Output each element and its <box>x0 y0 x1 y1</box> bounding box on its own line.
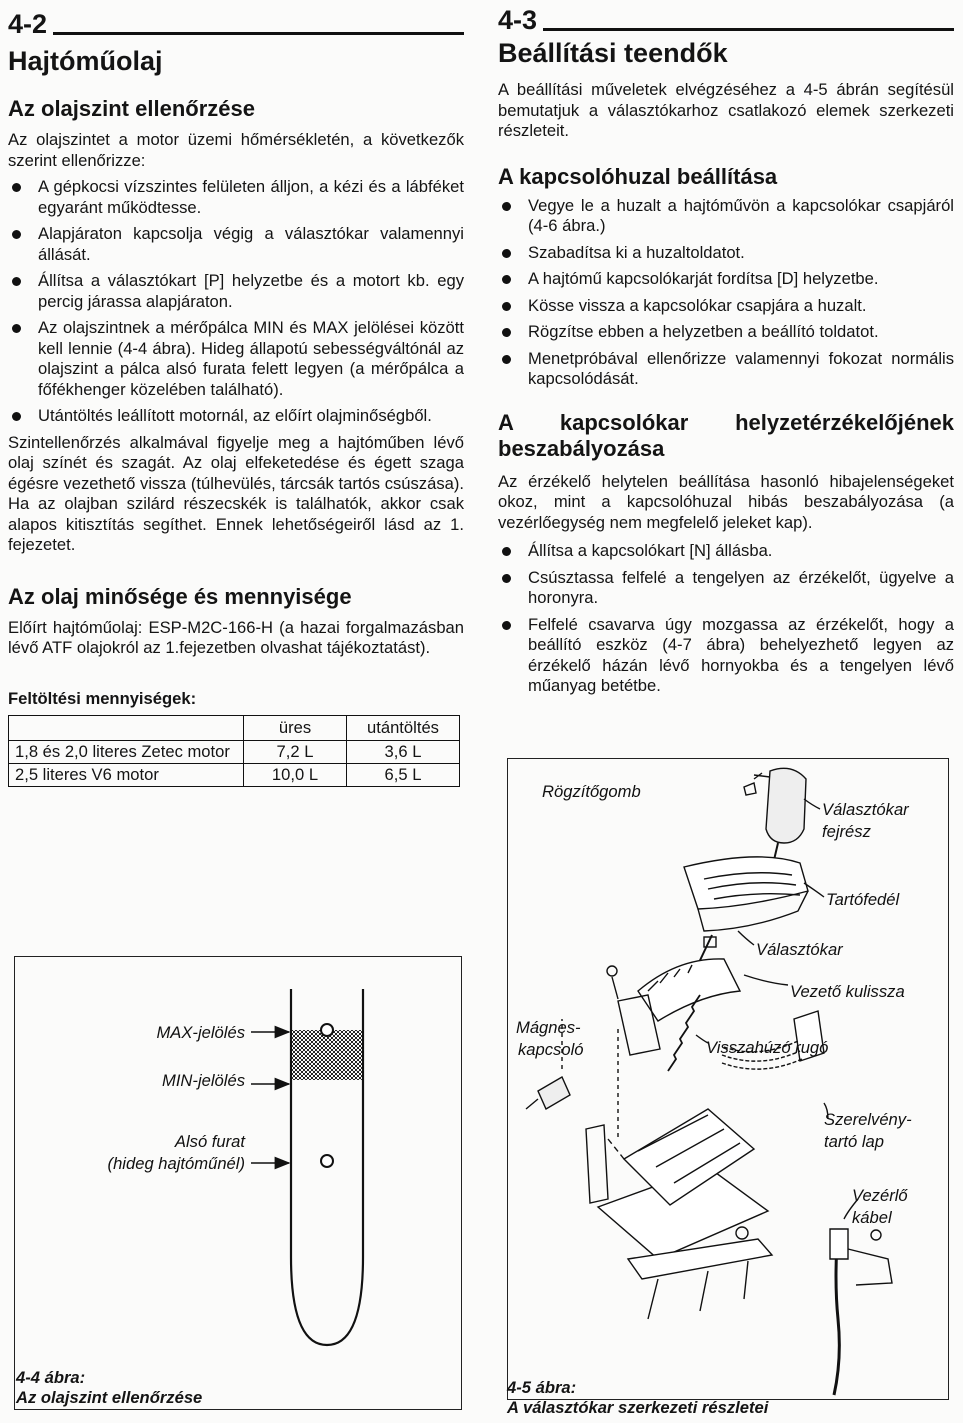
section-number-4-3: 4-3 <box>498 0 954 36</box>
table-header-row <box>9 715 460 740</box>
oil-check-list <box>8 177 464 427</box>
sensor-paragraph: Az érzékelő helytelen beállítása hasonló hibajelenségeket okoz, mint a kapcsolóhuzal hibás beszabályozása (a vezérlőegység nem megfelelő jeleket kap). <box>498 471 954 532</box>
bullet-icon <box>12 324 21 333</box>
heading-sensor: A kapcsolókar helyzetérzékelőjének beszabályozása <box>498 409 954 461</box>
list-item: Kösse vissza a kapcsolókar csapjára a huzalt. <box>498 296 954 317</box>
table-cell: 7,2 L <box>244 740 347 763</box>
lock-button <box>744 775 770 795</box>
label-magnes-2: kapcsoló <box>518 1040 584 1059</box>
oil-quality-paragraph: Előírt hajtóműolaj: ESP-M2C-166-H (a hazai forgalmazásban lévő ATF olajokról az 1.fejezetben olvashat tájékoztatást). <box>8 617 464 657</box>
section-title-hajtomuolaj: Hajtóműolaj <box>8 46 163 76</box>
list-item: Vegye le a huzalt a hajtóművön a kapcsolókar csapjáról (4-6 ábra.) <box>498 196 954 237</box>
heading-oil-quality: Az olaj minősége és mennyisége <box>8 583 352 609</box>
list-item: Állítsa a kapcsolókart [N] állásba. <box>498 541 954 562</box>
table-cell: 3,6 L <box>347 740 460 763</box>
label-tartofedel: Tartófedél <box>826 890 900 909</box>
bullet-icon <box>502 547 511 556</box>
bullet-icon <box>12 412 21 421</box>
bullet-icon <box>502 621 511 630</box>
caption-text: A választókar szerkezeti részletei <box>507 1398 769 1417</box>
sensor-list <box>498 541 954 697</box>
selector-assembly-illustration <box>508 759 948 1399</box>
table-header-cell: üres <box>244 715 347 740</box>
list-item: Állítsa a választókart [P] helyzetbe és a motort kb. egy percig járassa alapjáraton. <box>8 271 464 312</box>
right-intro: A beállítási műveletek elvégzéséhez a 4-5 ábrán segítésül bemutatjuk a választókarhoz csatlakozó elemek szerkezeti részleteit. <box>498 80 954 140</box>
list-item: Az olajszintnek a mérőpálca MIN és MAX jelölései között kell lennie (4-4 ábra). Hideg állapotú sebességváltónál az olajszint a pálca alsó furata felett legyen (a mérőpálca a főfékhenger közelében található). <box>8 318 464 400</box>
list-item: Szabadítsa ki a huzaltoldatot. <box>498 243 954 264</box>
label-rogzitogomb: Rögzítőgomb <box>542 782 641 801</box>
table-cell: 10,0 L <box>244 763 347 786</box>
figure-4-4-dipstick <box>14 956 462 1410</box>
list-item: Felfelé csavarva úgy mozgassa az érzékelőt, hogy a beállító eszköz (4-7 ábra) behelyezhető legyen az érzékelő házán lévő hornyokba és a tengelyen lévő műanyag betétbe. <box>498 615 954 697</box>
bullet-icon <box>502 355 511 364</box>
list-item: Alapjáraton kapcsolja végig a választókar valamennyi állását. <box>8 224 464 265</box>
bullet-icon <box>502 328 511 337</box>
label-hole-2: (hideg hajtóműnél) <box>107 1154 245 1173</box>
table-title: Feltöltési mennyiségek: <box>8 688 197 708</box>
right-column <box>498 0 954 703</box>
label-hole-1: Alsó furat <box>174 1132 245 1151</box>
caption-text: Az olajszint ellenőrzése <box>16 1388 203 1407</box>
oil-check-paragraph: Szintellenőrzés alkalmával figyelje meg a hajtóműben lévő olaj színét és szagát. Az olaj elfeketedése és égett szaga égésre vezethető vissza (túlhevülés, tárcsák tartós csúszása). Ha az olajban szilárd részecskék is találhatók, akkor csak alapos kitisztítás segíthet. Ennek lehetőségeiről lásd az 1. fejezetet. <box>8 432 464 554</box>
list-item: A hajtómű kapcsolókarját fordítsa [D] helyzetbe. <box>498 269 954 290</box>
oil-range-area <box>292 1030 362 1080</box>
bullet-icon <box>12 277 21 286</box>
figure-4-4-caption <box>16 1368 202 1408</box>
label-fejresz-2: fejrész <box>822 822 871 841</box>
bullet-icon <box>502 275 511 284</box>
table-cell: 2,5 literes V6 motor <box>9 763 244 786</box>
label-kabel-1: Vezérlő <box>852 1186 908 1205</box>
bullet-icon <box>502 249 511 258</box>
max-hole <box>321 1024 333 1036</box>
caption-number: 4-4 ábra: <box>16 1368 86 1387</box>
lower-hole <box>321 1155 333 1167</box>
table-cell: 6,5 L <box>347 763 460 786</box>
bullet-icon <box>502 302 511 311</box>
label-valasztokar: Választókar <box>756 940 843 959</box>
list-item: A gépkocsi vízszintes felületen álljon, a kézi és a lábféket egyaránt működtesse. <box>8 177 464 218</box>
label-lap-2: tartó lap <box>824 1132 884 1151</box>
label-kabel-2: kábel <box>852 1208 892 1227</box>
label-max: MAX-jelölés <box>156 1023 245 1042</box>
list-item: Csúsztassa felfelé a tengelyen az érzékelőt, ügyelve a horonyra. <box>498 568 954 609</box>
list-item: Utántöltés leállított motornál, az előírt olajminőségből. <box>8 406 464 427</box>
left-column <box>8 0 464 787</box>
bullet-icon <box>12 230 21 239</box>
dipstick-illustration <box>15 957 461 1409</box>
list-item: Rögzítse ebben a helyzetben a beállító toldatot. <box>498 322 954 343</box>
label-fejresz-1: Választókar <box>822 800 909 819</box>
table-cell: 1,8 és 2,0 literes Zetec motor <box>9 740 244 763</box>
label-magnes-1: Mágnes- <box>516 1018 581 1037</box>
figure-4-5-caption <box>507 1378 768 1418</box>
bullet-icon <box>502 574 511 583</box>
bullet-icon <box>502 202 511 211</box>
table-row <box>9 740 460 763</box>
fill-quantity-table <box>8 715 460 787</box>
bullet-icon <box>12 183 21 192</box>
section-number-4-2: 4-2 <box>8 4 464 40</box>
label-kulissza: Vezető kulissza <box>790 982 905 1001</box>
heading-oil-check: Az olajszint ellenőrzése <box>8 96 255 121</box>
label-rugo: Visszahúzó rugó <box>706 1038 829 1057</box>
table-row <box>9 763 460 786</box>
section-title-beallitasi: Beállítási teendők <box>498 38 728 68</box>
heading-cable: A kapcsolóhuzal beállítása <box>498 163 778 189</box>
guide-gate <box>638 959 740 1021</box>
caption-number: 4-5 ábra: <box>507 1378 577 1397</box>
figure-4-5-selector <box>507 758 949 1400</box>
oil-check-intro: Az olajszintet a motor üzemi hőmérsékletén, a következők szerint ellenőrizze: <box>8 130 464 170</box>
selector-knob <box>766 768 806 843</box>
list-item: Menetpróbával ellenőrizze valamennyi fokozat normális kapcsolódását. <box>498 349 954 390</box>
table-header-cell <box>9 715 244 740</box>
label-min: MIN-jelölés <box>162 1071 245 1090</box>
magnetic-switch <box>538 1077 570 1109</box>
table-header-cell: utántöltés <box>347 715 460 740</box>
side-bracket <box>586 1125 608 1203</box>
cable-list <box>498 196 954 390</box>
label-lap-1: Szerelvény- <box>824 1110 912 1129</box>
